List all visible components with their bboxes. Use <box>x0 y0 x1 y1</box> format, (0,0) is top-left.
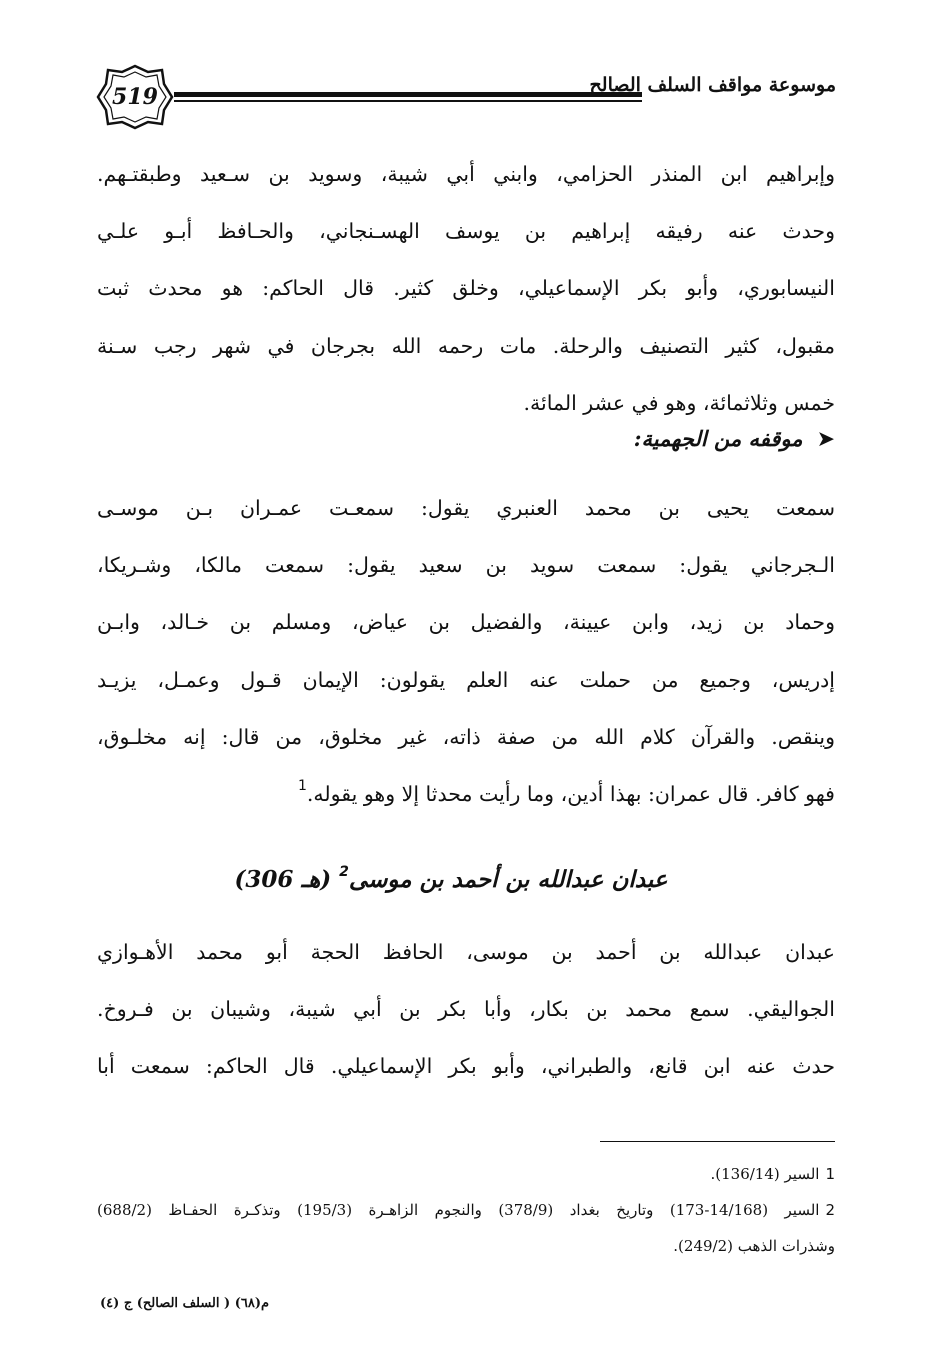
text-line: النيسابوري، وأبو بكر الإسماعيلي، وخلق كثير. قال الحاكم: هو محدث ثبت <box>97 276 835 301</box>
text-line: إدريس، وجميع من حملت عنه العلم يقولون: الإيمان قـول وعمـل، يزيـد <box>97 667 835 692</box>
paragraph-abdan-bio <box>97 924 835 1096</box>
footnote-ref-1[interactable]: 1 <box>297 777 307 794</box>
page-number: 519 <box>112 84 158 110</box>
text-line: وينقص. والقرآن كلام الله من صفة ذاته، غير مخلوق، من قال: إنه مخلـوق، <box>97 724 835 749</box>
text-line: سمعت يحيى بن محمد العنبري يقول: سمعـت عمـران بـن موسـى <box>97 496 835 520</box>
footnote-number: 2 <box>825 1201 835 1219</box>
text-line: حدث عنه ابن قانع، والطبراني، وأبو بكر الإسماعيلي. قال الحاكم: سمعت أبا <box>97 1054 835 1079</box>
text-line: عبدان عبدالله بن أحمد بن موسى، الحافظ الحجة أبو محمد الأهـوازي <box>97 940 835 964</box>
arrow-bullet-icon: ➤ <box>816 427 835 452</box>
header-rule-thin <box>174 100 642 102</box>
printer-signature: م(٦٨) ( السلف الصالح) ج (٤) <box>100 1296 270 1311</box>
paragraph-biography-continued <box>97 146 835 432</box>
footnote-ref-2[interactable]: 2 <box>339 864 349 880</box>
header-rule-thick <box>174 92 642 97</box>
text-line: الجواليقي. سمع محمد بن بكار، وأبا بكر بن أبي شيبة، وشيبان بن فـروخ. <box>97 997 835 1022</box>
running-title: موسوعة مواقف السلف الصالح <box>589 74 836 96</box>
page-number-badge <box>96 64 174 130</box>
text-line: خمس وثلاثمائة، وهو في عشر المائة. <box>523 390 835 415</box>
footnote-text: السير (14/168-173) وتاريخ بغداد (378/9) والنجوم الزاهـرة (195/3) وتذكـرة الحفـاظ (688/2) <box>97 1201 820 1219</box>
text-line: الـجرجاني يقول: سمعت سويد بن سعيد يقول: سمعت مالكا، وشـريكا، <box>97 553 835 578</box>
text-line: وإبراهيم ابن المنذر الحزامي، وابني أبي شيبة، وسويد بن سـعيد وطبقتـهم. <box>97 162 835 186</box>
text-line: وحماد بن زيد، وابن عيينة، والفضيل بن عياض، ومسلم بن خـالد، وابـن <box>97 610 835 635</box>
text-line: وحدث عنه رفيقه إبراهيم بن يوسف الهسـنجاني، والحـافظ أبـو علـي <box>97 219 835 244</box>
text-line: مقبول، كثير التصنيف والرحلة. مات رحمه الله بجرجان في شهر رجب سـنة <box>97 333 835 358</box>
footnote-number: 1 <box>825 1165 835 1183</box>
footnote-text: السير (136/14). <box>710 1165 820 1183</box>
section-title <box>121 866 781 893</box>
footnote-separator <box>600 1141 835 1142</box>
paragraph-position-jahmiyya <box>97 480 835 823</box>
text-line-with-footnote <box>97 766 835 823</box>
subheading-text: موقفه من الجهمية: <box>633 426 803 451</box>
section-title-year: (306 هـ) <box>234 866 332 893</box>
text-line: فهو كافر. قال عمران: بهذا أدين، وما رأيت محدثا إلا وهو يقوله. <box>306 781 835 806</box>
section-title-name: عبدان عبدالله بن أحمد بن موسى <box>348 866 668 893</box>
page-header <box>96 62 836 134</box>
footnote-1 <box>97 1156 835 1192</box>
footnote-2-continued: وشذرات الذهب (249/2). <box>673 1237 835 1255</box>
subheading <box>435 426 835 452</box>
footnote-2 <box>97 1192 835 1228</box>
footnotes <box>97 1156 835 1264</box>
